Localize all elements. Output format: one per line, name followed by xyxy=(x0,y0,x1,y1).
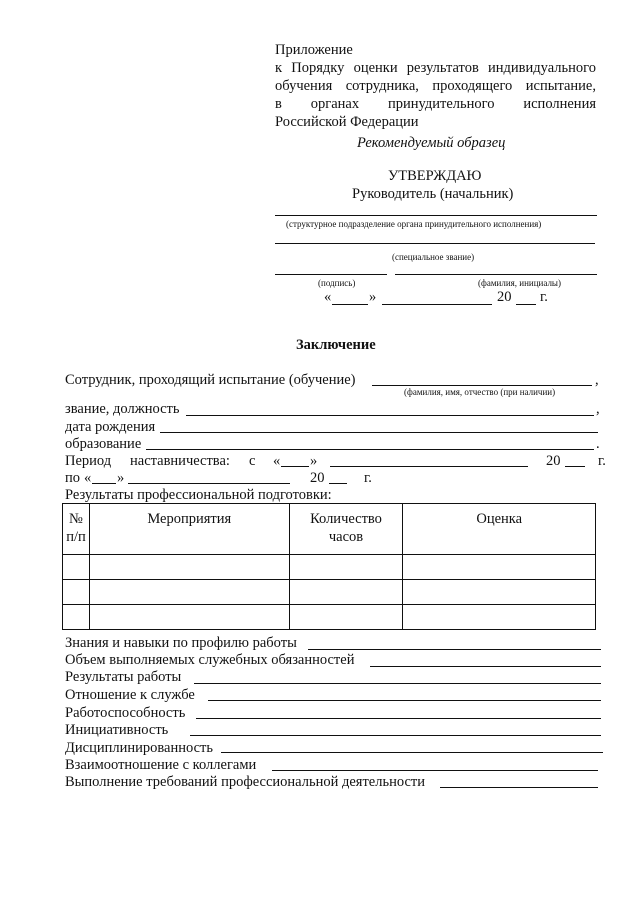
approve-name-line xyxy=(395,274,597,275)
appendix-word: в xyxy=(275,96,282,112)
eval-attitude-line[interactable] xyxy=(208,700,601,701)
eval-requirements-line[interactable] xyxy=(440,787,598,788)
eval-capacity-label: Работоспособность xyxy=(65,705,186,721)
rank-field-line[interactable] xyxy=(186,415,594,416)
eval-attitude-label: Отношение к службе xyxy=(65,687,195,703)
eval-initiative-label: Инициативность xyxy=(65,722,169,738)
rank-comma: , xyxy=(596,401,600,417)
period-to-day-line[interactable] xyxy=(92,483,116,484)
col-event-text: Мероприятия xyxy=(147,511,232,527)
employee-comma: , xyxy=(595,372,599,388)
period-to-suffix: г. xyxy=(364,470,372,486)
table-cell[interactable] xyxy=(89,605,289,630)
table-cell[interactable] xyxy=(89,555,289,580)
table-row xyxy=(63,580,596,605)
col-grade-text: Оценка xyxy=(476,511,523,527)
col-hours-header xyxy=(289,504,403,555)
period-label: Период xyxy=(65,453,112,469)
approve-date-close: » xyxy=(369,289,377,305)
approve-head-title: Руководитель (начальник) xyxy=(352,186,514,202)
table-cell[interactable] xyxy=(63,580,90,605)
appendix-word: Порядку xyxy=(291,60,345,76)
approve-signature-hint: (подпись) xyxy=(318,278,356,288)
eval-discipline-label: Дисциплинированность xyxy=(65,740,213,756)
col-hours-text: часов xyxy=(328,529,364,545)
period-to-year: 20 xyxy=(310,470,325,486)
eval-duties-line[interactable] xyxy=(370,666,601,667)
table-row xyxy=(63,605,596,630)
approve-signature-line xyxy=(275,274,387,275)
eval-discipline-line[interactable] xyxy=(221,752,603,753)
approve-unit-line-2 xyxy=(275,243,595,244)
birth-field-line[interactable] xyxy=(160,432,598,433)
appendix-line-1 xyxy=(275,60,596,77)
col-grade-header xyxy=(403,504,596,555)
appendix-word: принудительного xyxy=(387,96,495,112)
appendix-word: проходящего xyxy=(432,78,513,94)
period-from-year-line[interactable] xyxy=(565,466,585,467)
appendix-title: Приложение xyxy=(275,42,353,58)
appendix-line-3 xyxy=(275,96,596,113)
period-word: наставничества: xyxy=(130,453,230,469)
employee-field-line[interactable] xyxy=(372,385,592,386)
table-cell[interactable] xyxy=(289,580,403,605)
appendix-word: обучения xyxy=(275,78,333,94)
period-to-word: по xyxy=(65,470,81,486)
period-to-year-line[interactable] xyxy=(329,483,347,484)
eval-results-line[interactable] xyxy=(194,683,601,684)
appendix-word: результатов xyxy=(406,60,479,76)
appendix-word: сотрудника, xyxy=(345,78,419,94)
appendix-word: исполнения xyxy=(523,96,596,112)
approve-day-line xyxy=(332,304,368,305)
approve-year-line xyxy=(516,304,536,305)
results-label: Результаты профессиональной подготовки: xyxy=(65,487,332,503)
eval-colleagues-label: Взаимоотношение с коллегами xyxy=(65,757,257,773)
appendix-word: индивидуального xyxy=(488,60,596,76)
recommended-sample: Рекомендуемый образец xyxy=(357,135,506,151)
appendix-line-4: Российской Федерации xyxy=(275,114,419,130)
period-from-day-line[interactable] xyxy=(281,466,309,467)
approve-month-line xyxy=(382,304,492,305)
approve-rank-hint: (специальное звание) xyxy=(392,252,475,262)
approve-date-suffix: г. xyxy=(540,289,548,305)
birth-label: дата рождения xyxy=(65,419,156,435)
eval-knowledge-label: Знания и навыки по профилю работы xyxy=(65,635,297,651)
approve-unit-hint: (структурное подразделение органа принудительного исполнения) xyxy=(286,219,542,229)
conclusion-title: Заключение xyxy=(296,337,376,353)
eval-knowledge-line[interactable] xyxy=(308,649,601,650)
table-cell[interactable] xyxy=(63,605,90,630)
period-from-word: с xyxy=(249,453,256,469)
col-event-header xyxy=(89,504,289,555)
eval-results-label: Результаты работы xyxy=(65,669,182,685)
education-label: образование xyxy=(65,436,142,452)
period-from-close: » xyxy=(310,453,318,469)
approve-unit-line xyxy=(275,215,597,216)
eval-initiative-line[interactable] xyxy=(190,735,601,736)
education-field-line[interactable] xyxy=(146,449,594,450)
approve-date-open: « xyxy=(324,289,332,305)
appendix-word: органах xyxy=(310,96,360,112)
appendix-word: испытание, xyxy=(525,78,596,94)
col-hours-text: Количество xyxy=(310,511,382,527)
employee-hint: (фамилия, имя, отчество (при наличии) xyxy=(404,387,556,397)
approve-name-hint: (фамилия, инициалы) xyxy=(478,278,561,288)
approve-date-year: 20 xyxy=(497,289,512,305)
appendix-word: к xyxy=(275,60,283,76)
period-to-open: « xyxy=(84,470,92,486)
eval-capacity-line[interactable] xyxy=(196,718,601,719)
rank-label: звание, должность xyxy=(65,401,180,417)
eval-colleagues-line[interactable] xyxy=(272,770,598,771)
eval-duties-label: Объем выполняемых служебных обязанностей xyxy=(65,652,355,668)
col-number-header xyxy=(63,504,90,555)
results-table xyxy=(62,503,596,630)
period-from-year: 20 xyxy=(546,453,561,469)
table-header-row xyxy=(63,504,596,555)
table-row xyxy=(63,555,596,580)
table-cell[interactable] xyxy=(403,580,596,605)
table-cell[interactable] xyxy=(289,605,403,630)
table-cell[interactable] xyxy=(289,555,403,580)
table-cell[interactable] xyxy=(403,605,596,630)
education-dot: . xyxy=(596,436,600,452)
appendix-word: оценки xyxy=(353,60,398,76)
table-cell[interactable] xyxy=(63,555,90,580)
period-from-open: « xyxy=(273,453,281,469)
col-number-text: п/п xyxy=(66,529,86,545)
eval-requirements-label: Выполнение требований профессиональной деятельности xyxy=(65,774,425,790)
table-cell[interactable] xyxy=(403,555,596,580)
period-to-close: » xyxy=(117,470,125,486)
table-cell[interactable] xyxy=(89,580,289,605)
approve-heading: УТВЕРЖДАЮ xyxy=(388,168,482,184)
period-from-suffix: г. xyxy=(598,453,606,469)
employee-label: Сотрудник, проходящий испытание (обучение) xyxy=(65,372,356,388)
period-to-month-line[interactable] xyxy=(128,483,290,484)
col-number-text: № xyxy=(69,511,83,527)
period-from-month-line[interactable] xyxy=(330,466,528,467)
appendix-line-2 xyxy=(275,78,596,95)
